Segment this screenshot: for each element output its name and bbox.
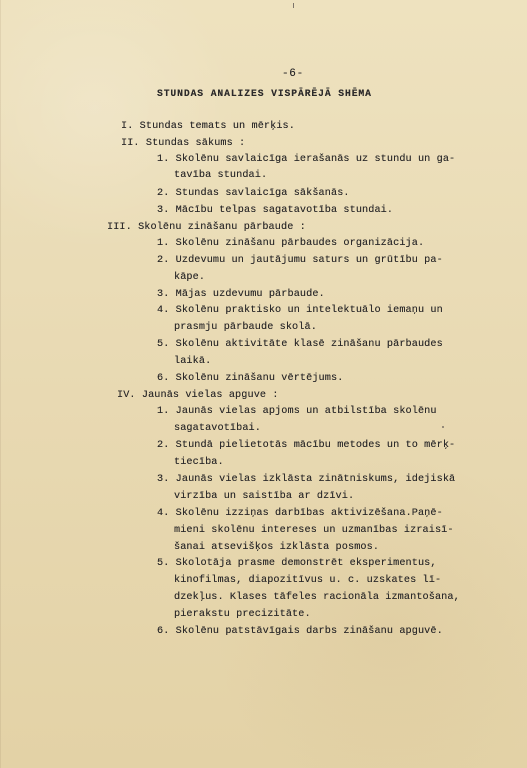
section-3-item-1: 1. Skolēnu zināšanu pārbaudes organizācija.	[157, 238, 425, 249]
section-4-item-5-cont-1: kinofilmas, diapozitīvus u. c. uzskates lī-	[174, 575, 442, 586]
section-4-item-3: 3. Jaunās vielas izklāsta zinātniskums, idejiskā	[157, 474, 456, 485]
section-4-item-1: 1. Jaunās vielas apjoms un atbilstība skolēnu	[157, 406, 437, 417]
section-3-item-4: 4. Skolēnu praktisko un intelektuālo iemaņu un	[157, 305, 443, 316]
section-3: III. Skolēnu zināšanu pārbaude :	[107, 222, 306, 233]
section-4-item-4: 4. Skolēnu izziņas darbības aktivizēšana.Paņē-	[157, 508, 443, 519]
section-4-item-4-cont-1: mieni skolēnu intereses un uzmanības izraisī-	[174, 525, 454, 536]
section-3-item-2-cont: kāpe.	[174, 272, 206, 283]
section-4: IV. Jaunās vielas apguve :	[117, 390, 279, 401]
section-1: I. Stundas temats un mērķis.	[121, 121, 295, 132]
section-4-item-2: 2. Stundā pielietotās mācību metodes un to mērķ-	[157, 440, 456, 451]
section-4-item-5-cont-3: pierakstu precizitāte.	[174, 609, 311, 620]
page-number: -6-	[282, 68, 304, 80]
section-3-item-4-cont: prasmju pārbaude skolā.	[174, 322, 317, 333]
section-4-item-4-cont-2: šanai atsevišķos izklāsta posmos.	[174, 542, 380, 553]
section-2-item-1: 1. Skolēnu savlaicīga ierašanās uz stundu un ga-	[157, 154, 456, 165]
section-4-item-6: 6. Skolēnu patstāvīgais darbs zināšanu apguvē.	[157, 626, 443, 637]
section-3-item-5: 5. Skolēnu aktivitāte klasē zināšanu pārbaudes	[157, 339, 443, 350]
section-4-item-2-cont: tiecība.	[174, 457, 224, 468]
section-3-item-3: 3. Mājas uzdevumu pārbaude.	[157, 289, 325, 300]
section-3-item-2: 2. Uzdevumu un jautājumu saturs un grūtību pa-	[157, 255, 443, 266]
stray-ink-dot	[442, 426, 444, 428]
document-title: STUNDAS ANALIZES VISPĀRĒJĀ SHĒMA	[157, 88, 372, 99]
section-3-item-6: 6. Skolēnu zināšanu vērtējums.	[157, 373, 344, 384]
section-2: II. Stundas sākums :	[121, 138, 246, 149]
section-4-item-5-cont-2: dzekļus. Klases tāfeles racionāla izmantošana,	[174, 592, 460, 603]
section-2-item-3: 3. Mācību telpas sagatavotība stundai.	[157, 205, 394, 216]
section-4-item-1-cont: sagatavotībai.	[174, 423, 261, 434]
page-edge-shadow	[0, 0, 1, 768]
section-2-item-2: 2. Stundas savlaicīga sākšanās.	[157, 188, 350, 199]
section-3-item-5-cont: laikā.	[174, 356, 212, 367]
section-2-item-1-cont: tavība stundai.	[174, 170, 268, 181]
top-edge-mark	[293, 3, 294, 8]
section-4-item-3-cont: virzība un saistība ar dzīvi.	[174, 491, 355, 502]
section-4-item-5: 5. Skolotāja prasme demonstrēt eksperimentus,	[157, 558, 437, 569]
